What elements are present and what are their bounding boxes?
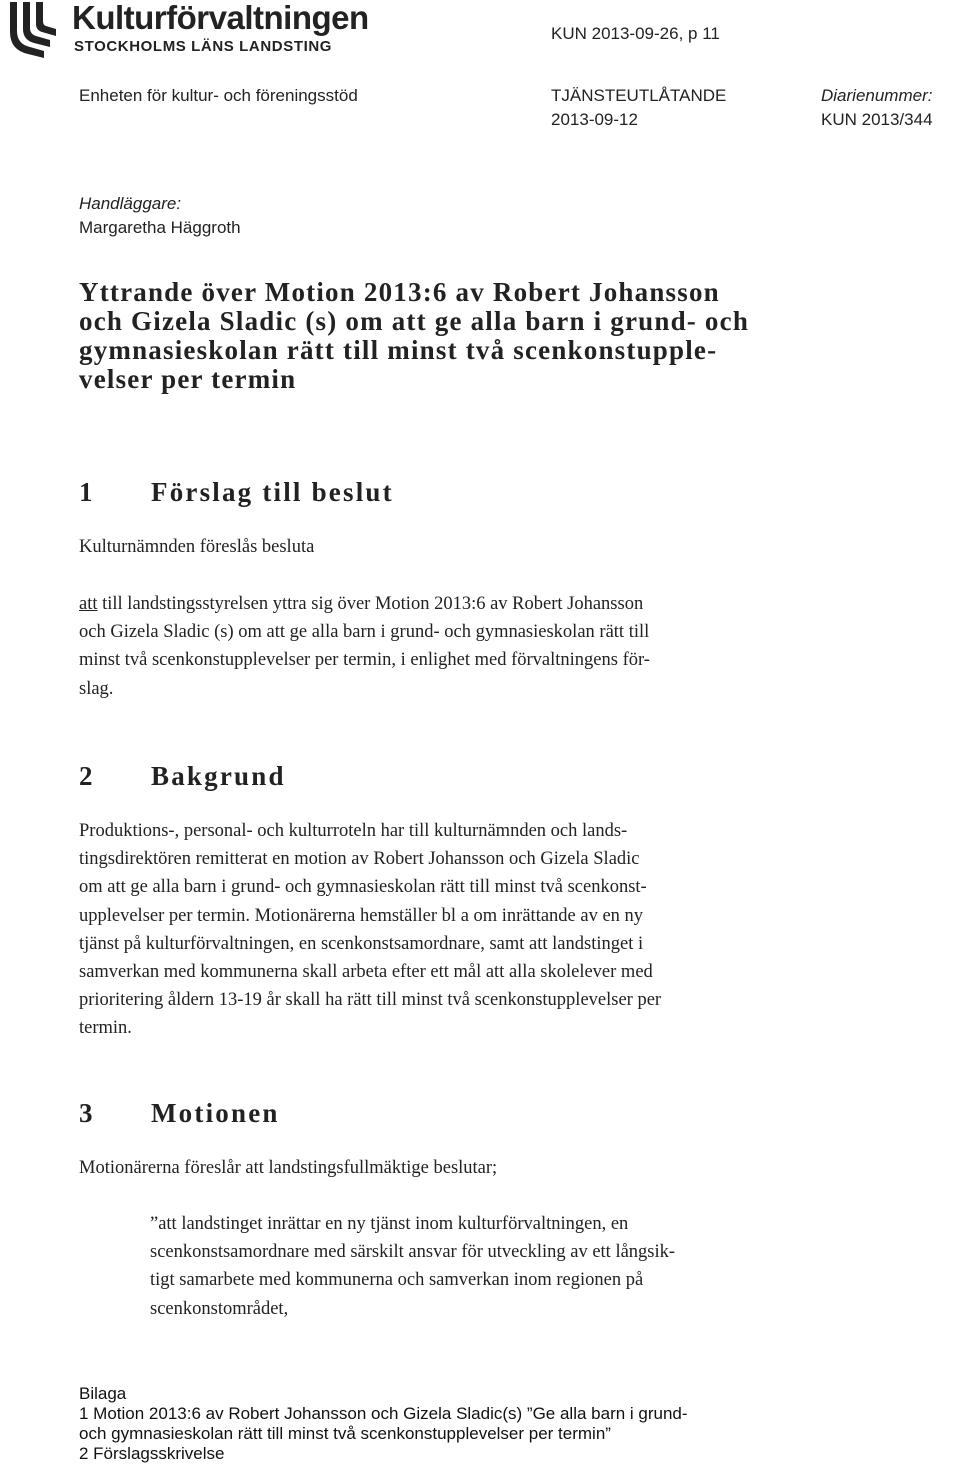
title-line: Yttrande över Motion 2013:6 av Robert Johansson (79, 277, 720, 307)
section-1-heading (79, 477, 394, 508)
document-date: 2013-09-12 (551, 110, 638, 129)
quote-line: tigt samarbete med kommunerna och samverkan inom regionen på (150, 1270, 644, 1291)
section-number: 1 (79, 477, 95, 507)
section-1-intro: Kulturnämnden föreslås besluta (79, 537, 315, 557)
handlaggare-name: Margaretha Häggroth (79, 218, 241, 237)
section-3-heading (79, 1098, 280, 1129)
motion-quote (150, 1210, 890, 1323)
attachments-label: Bilaga (79, 1384, 127, 1403)
body-line: tingsdirektören remitterat en motion av Robert Johansson och Gizela Sladic (79, 849, 640, 870)
quote-line: scenkonstområdet, (150, 1298, 289, 1319)
title-line: gymnasieskolan rätt till minst två scenkonstupple- (79, 335, 718, 365)
handlaggare-label: Handläggare: (79, 194, 182, 213)
body-line: termin. (79, 1018, 132, 1039)
body-line: samverkan med kommunerna skall arbeta efter ett mål att alla skolelever med (79, 962, 653, 983)
section-title: Förslag till beslut (151, 477, 394, 507)
section-2-heading (79, 761, 286, 792)
attachment-line: och gymnasieskolan rätt till minst två scenkonstupplevelser per termin” (79, 1424, 611, 1443)
section-number: 2 (79, 761, 95, 791)
body-line: prioritering åldern 13-19 år skall ha rätt till minst två scenkonstupplevelser per (79, 990, 662, 1011)
section-3-intro: Motionärerna föreslår att landstingsfullmäktige beslutar; (79, 1158, 498, 1178)
title-line: velser per termin (79, 364, 297, 394)
attachment-line: 2 Förslagsskrivelse (79, 1444, 225, 1463)
section-2-body (79, 817, 899, 1043)
quote-line: ”att landstinget inrättar en ny tjänst inom kulturförvaltningen, en (150, 1214, 629, 1234)
proposal-line: minst två scenkonstupplevelser per termin, i enlighet med förvaltningens för- (79, 650, 650, 671)
body-line: om att ge alla barn i grund- och gymnasieskolan rätt till minst två scenkonst- (79, 877, 647, 898)
section-title: Bakgrund (151, 761, 286, 791)
body-line: tjänst på kulturförvaltningen, en scenkonstsamordnare, samt att landstinget i (79, 933, 644, 954)
diarienummer-label: Diarienummer: (821, 86, 933, 105)
body-line: upplevelser per termin. Motionärerna hemställer bl a om inrättande av en ny (79, 905, 644, 926)
quote-line: scenkonstsamordnare med särskilt ansvar för utveckling av ett långsik- (150, 1242, 676, 1263)
proposal-line: att till landstingsstyrelsen yttra sig över Motion 2013:6 av Robert Johansson (79, 594, 644, 614)
attachments (79, 1384, 688, 1464)
decision-proposal (79, 590, 899, 703)
org-subtitle: STOCKHOLMS LÄNS LANDSTING (74, 38, 333, 55)
proposal-line: slag. (79, 678, 114, 699)
proposal-line: och Gizela Sladic (s) om att ge alla barn i grund- och gymnasieskolan rätt till (79, 622, 650, 643)
section-title: Motionen (151, 1098, 280, 1128)
body-line: Produktions-, personal- och kulturroteln har till kulturnämnden och lands- (79, 821, 628, 841)
diarienummer-value: KUN 2013/344 (821, 110, 933, 129)
org-logo (4, 2, 384, 58)
section-number: 3 (79, 1098, 95, 1128)
attachment-line: 1 Motion 2013:6 av Robert Johansson och Gizela Sladic(s) ”Ge alla barn i grund- (79, 1404, 688, 1423)
county-logo-icon (4, 2, 62, 58)
att-keyword: att (79, 594, 98, 614)
unit-name: Enheten för kultur- och föreningsstöd (79, 86, 358, 105)
org-name: Kulturförvaltningen (72, 0, 369, 36)
document-title (79, 278, 859, 394)
page-reference: KUN 2013-09-26, p 11 (551, 24, 720, 43)
title-line: och Gizela Sladic (s) om att ge alla barn i grund- och (79, 306, 750, 336)
document-type: TJÄNSTEUTLÅTANDE (551, 86, 727, 105)
